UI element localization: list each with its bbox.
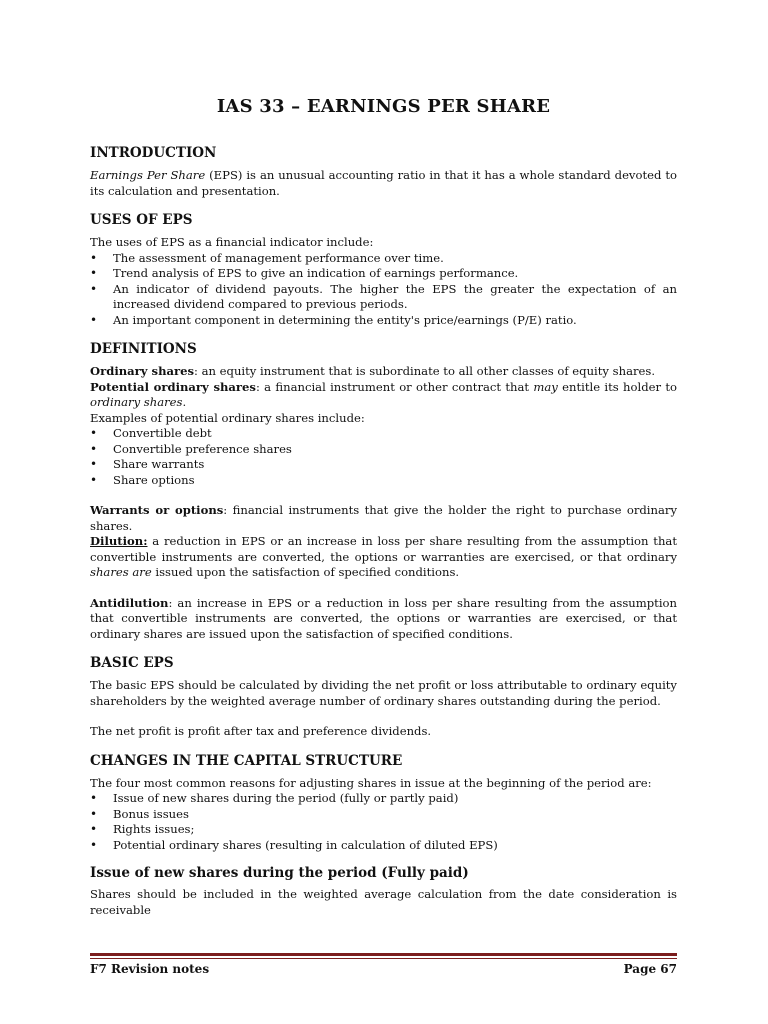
issue-new-shares-text: Shares should be included in the weighted average calculation from the date consideration is receivable: [90, 887, 677, 917]
examples-list: [90, 426, 677, 488]
list-item: • Convertible debt: [90, 426, 677, 442]
antidilution-term: Antidilution: [90, 595, 169, 610]
page-content: [90, 144, 677, 918]
potential-text-b: entitle its holder to: [557, 379, 677, 394]
list-item: • Bonus issues: [90, 807, 677, 823]
intro-text: (EPS) is an unusual accounting ratio in that it has a whole standard devoted to its calculation and presentation.: [90, 168, 677, 198]
examples-lead: Examples of potential ordinary shares include:: [90, 410, 365, 425]
dilution-italic: shares are: [90, 565, 152, 579]
list-item: • An indicator of dividend payouts. The higher the EPS the greater the expectation of an increased dividend compared to previous periods.: [90, 282, 677, 313]
list-item: • Convertible preference shares: [90, 442, 677, 458]
potential-end: .: [182, 395, 187, 409]
list-item: • An important component in determining the entity's price/earnings (P/E) ratio.: [90, 313, 677, 329]
uses-heading: USES OF EPS: [90, 212, 193, 228]
list-item: • Potential ordinary shares (resulting in calculation of diluted EPS): [90, 838, 677, 854]
dilution-term: Dilution:: [90, 534, 148, 548]
warrants-definition: [90, 503, 677, 534]
potential-text-a: : a financial instrument or other contract that: [255, 379, 534, 394]
basic-eps-heading: BASIC EPS: [90, 655, 174, 671]
dilution-definition: [90, 534, 677, 581]
potential-shares-definition: [90, 380, 677, 411]
intro-paragraph: [90, 168, 677, 199]
dilution-text-b: issued upon the satisfaction of specified conditions.: [151, 565, 460, 579]
document-page: [90, 0, 677, 1024]
basic-eps-paragraph: The basic EPS should be calculated by dividing the net profit or loss attributable to ordinary equity shareholders by the weighted average number of ordinary shares outstanding during the period.: [90, 678, 677, 708]
uses-list: [90, 251, 677, 329]
antidilution-text: : an increase in EPS or a reduction in loss per share resulting from the assumption that convertible instruments are converted, the options or warranties are exercised, or that ordinary shares are issued upon the satisfaction of specified conditions.: [90, 595, 677, 641]
capital-structure-list: [90, 791, 677, 853]
list-item: • Share options: [90, 473, 677, 489]
footer-rule-thick: [90, 953, 677, 956]
list-item: • Rights issues;: [90, 822, 677, 838]
potential-shares-term: Potential ordinary shares: [90, 379, 256, 394]
page-title: IAS 33 – EARNINGS PER SHARE: [216, 96, 551, 117]
potential-may: may: [533, 379, 558, 394]
ordinary-shares-definition: [90, 364, 677, 380]
warrants-term: Warrants or options: [90, 503, 224, 517]
ordinary-shares-text: : an equity instrument that is subordinate to all other classes of equity shares.: [194, 364, 656, 378]
warrants-text: : financial instruments that give the holder the right to purchase ordinary shares.: [90, 503, 677, 533]
list-item: • Share warrants: [90, 457, 677, 473]
dilution-text-a: a reduction in EPS or an increase in loss per share resulting from the assumption that convertible instruments are converted, the options or warranties are exercised, or that ordinary: [90, 534, 677, 564]
definitions-heading: DEFINITIONS: [90, 341, 197, 357]
footer-page-number: Page 67: [623, 962, 677, 976]
capital-structure-lead: The four most common reasons for adjusting shares in issue at the beginning of the period are:: [90, 775, 652, 790]
antidilution-definition: [90, 596, 677, 643]
issue-new-shares-heading: Issue of new shares during the period (Fully paid): [90, 865, 469, 881]
footer-rule-thin: [90, 958, 677, 959]
capital-structure-heading: CHANGES IN THE CAPITAL STRUCTURE: [90, 752, 403, 769]
potential-ordinary: ordinary shares: [90, 395, 183, 409]
net-profit-paragraph: The net profit is profit after tax and preference dividends.: [90, 724, 432, 738]
list-item: • Trend analysis of EPS to give an indication of earnings performance.: [90, 266, 677, 282]
footer-course-label: F7 Revision notes: [90, 962, 210, 976]
ordinary-shares-term: Ordinary shares: [90, 364, 195, 378]
list-item: • The assessment of management performance over time.: [90, 251, 677, 267]
intro-heading: INTRODUCTION: [90, 145, 217, 161]
list-item: • Issue of new shares during the period (fully or partly paid): [90, 791, 677, 807]
eps-term: Earnings Per Share: [90, 168, 206, 182]
uses-lead: The uses of EPS as a financial indicator include:: [90, 235, 374, 249]
